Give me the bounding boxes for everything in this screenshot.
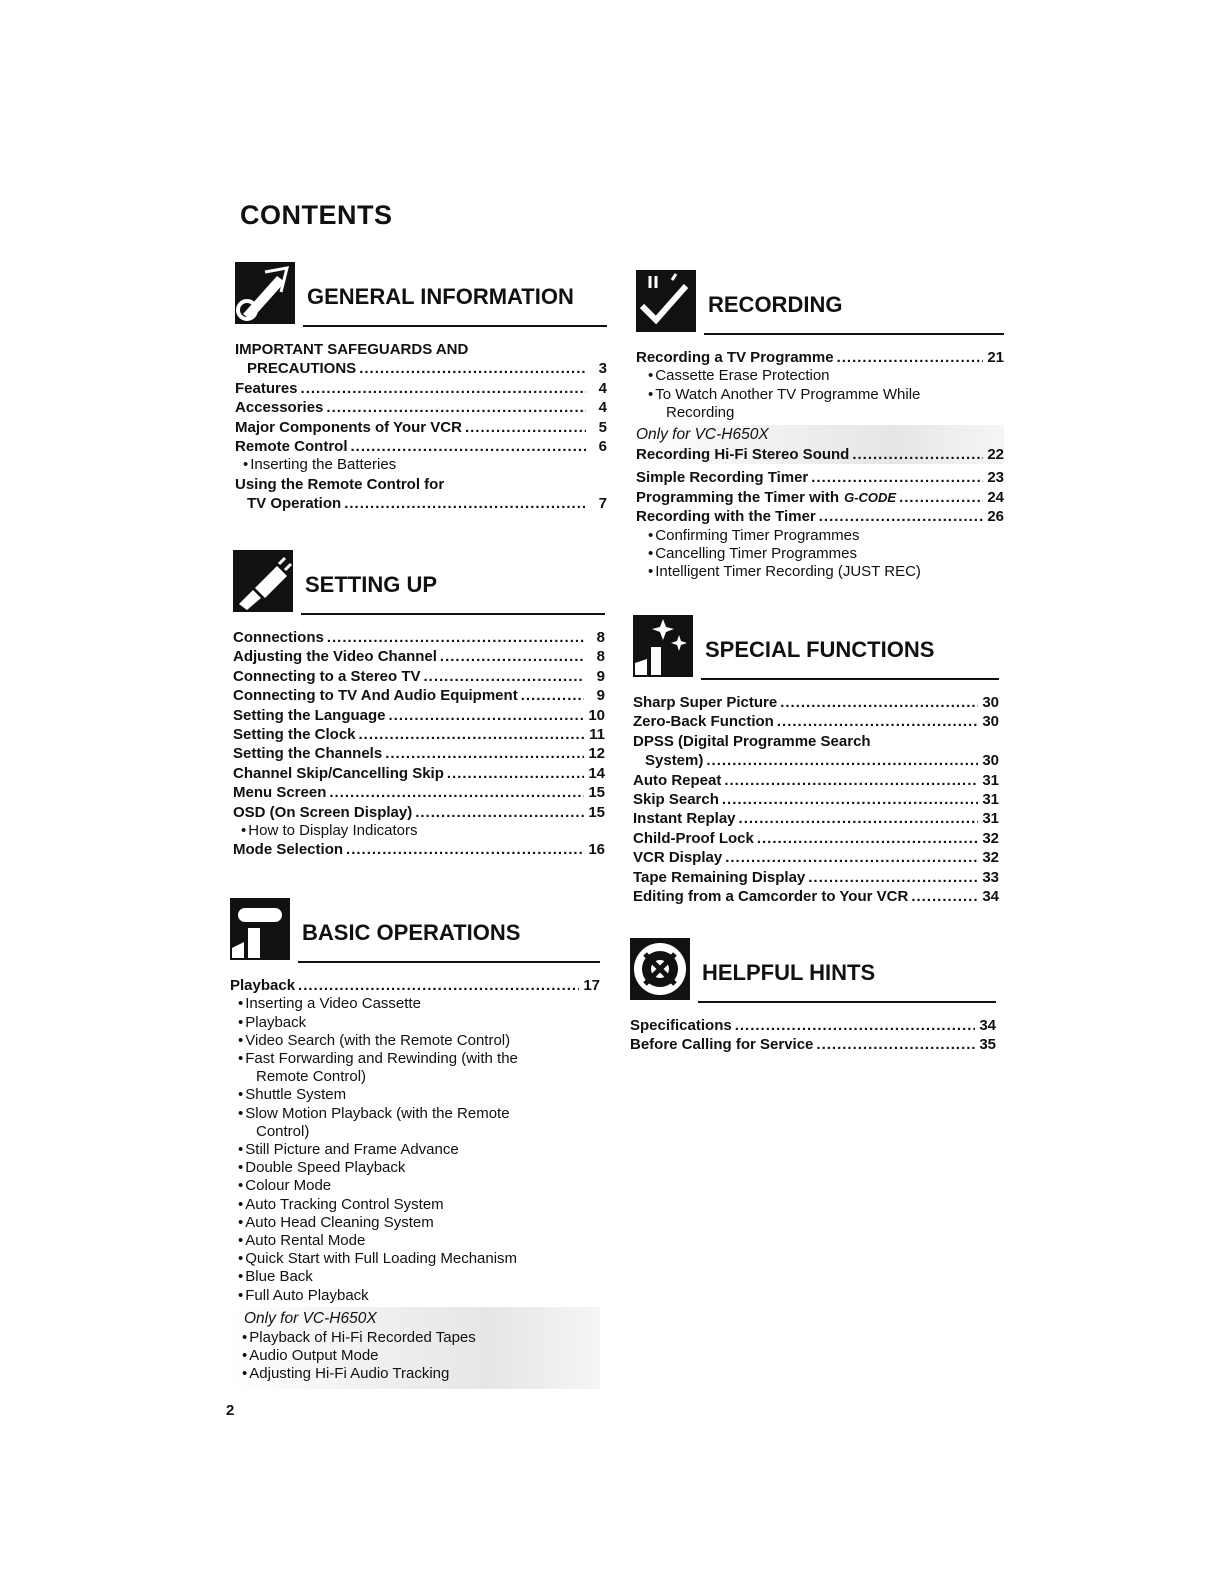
leader-dots [298, 976, 579, 995]
toc-subentry: • Auto Head Cleaning System [238, 1213, 434, 1231]
toc-entry[interactable] [636, 445, 1004, 464]
toc-entry[interactable] [636, 468, 1004, 487]
toc-subentry: • Intelligent Timer Recording (JUST REC) [648, 563, 921, 581]
toc-page-number: 31 [982, 771, 999, 789]
toc-entry-title: Tape Remaining Display [633, 868, 806, 886]
toc-entry-title: PRECAUTIONS [247, 360, 357, 378]
toc-entry-title: Specifications [630, 1017, 732, 1034]
leader-dots [725, 848, 978, 867]
toc-entry[interactable] [633, 771, 999, 790]
toc-subentry: • Playback of Hi-Fi Recorded Tapes [242, 1328, 476, 1346]
toc-subentry: • Still Picture and Frame Advance [238, 1141, 459, 1159]
toc-page-number: 26 [987, 508, 1004, 526]
leader-dots [415, 803, 584, 822]
toc-list [230, 976, 600, 1389]
toc-subentry: • Auto Rental Mode [238, 1232, 366, 1250]
leader-dots [777, 712, 978, 731]
leader-dots [346, 840, 584, 859]
toc-entry-title: Recording a TV Programme [636, 349, 834, 366]
model-note: Only for VC-H650X [636, 426, 769, 444]
toc-page-number: 8 [596, 648, 605, 666]
section-basic-operations [230, 898, 600, 1389]
leader-dots [344, 494, 586, 513]
toc-page-number: 30 [982, 694, 999, 711]
toc-entry[interactable] [235, 398, 607, 417]
toc-page-number: 12 [588, 745, 605, 763]
leader-dots [301, 379, 586, 398]
toc-page-number: 31 [982, 810, 999, 828]
toc-entry-line1: IMPORTANT SAFEGUARDS AND [235, 341, 469, 358]
tool-icon [235, 262, 295, 324]
toc-entry-title: Recording Hi-Fi Stereo Sound [636, 446, 850, 464]
toc-entry[interactable] [633, 790, 999, 809]
toc-page-number: 9 [596, 687, 605, 705]
toc-page-number: 23 [987, 469, 1004, 487]
toc-entry-title: Programming the Timer with [636, 488, 840, 506]
toc-entry[interactable] [233, 647, 605, 666]
toc-subentry: • Double Speed Playback [238, 1159, 406, 1177]
leader-dots [389, 706, 584, 725]
leader-dots [837, 348, 983, 367]
leader-dots [706, 751, 978, 770]
toc-entry-title: Instant Replay [633, 810, 736, 828]
toc-entry-title: Simple Recording Timer [636, 469, 809, 487]
toc-entry-title: Remote Control [235, 438, 348, 456]
leader-dots [351, 437, 587, 456]
toc-entry-title: Skip Search [633, 791, 719, 809]
section-special-functions [633, 615, 999, 906]
leader-dots [911, 887, 978, 906]
toc-subentry-continued: Recording [666, 403, 735, 421]
toc-entry[interactable] [633, 809, 999, 828]
toc-list [235, 340, 607, 513]
toc-entry[interactable] [630, 1016, 996, 1035]
toc-entry-title: Playback [230, 977, 296, 994]
toc-entry[interactable] [233, 840, 605, 859]
toc-entry-title: Child-Proof Lock [633, 829, 754, 847]
toc-entry-title: Editing from a Camcorder to Your VCR [633, 888, 909, 906]
toc-entry-title: Channel Skip/Cancelling Skip [233, 764, 444, 782]
toc-subentry: • Inserting the Batteries [243, 456, 397, 474]
toc-entry[interactable] [633, 712, 999, 731]
lifebuoy-icon [630, 938, 690, 1000]
toc-entry[interactable] [235, 418, 607, 437]
toc-entry-title: Major Components of Your VCR [235, 418, 462, 436]
leader-dots [811, 468, 983, 487]
toc-subentry: • Inserting a Video Cassette [238, 995, 421, 1013]
leader-dots [816, 1035, 975, 1054]
toc-entry-title: Adjusting the Video Channel [233, 648, 437, 666]
section-rule [303, 325, 607, 327]
toc-entry-line1: DPSS (Digital Programme Search [633, 732, 871, 750]
toc-page-number: 16 [588, 841, 605, 859]
toc-page-number: 8 [596, 629, 605, 646]
toc-page-number: 17 [583, 977, 600, 994]
toc-entry-title: Connecting to a Stereo TV [233, 667, 421, 685]
leader-dots [329, 783, 584, 802]
toc-entry[interactable] [630, 1035, 996, 1054]
section-rule [298, 961, 600, 963]
toc-list [633, 693, 999, 906]
toc-page-number: 35 [979, 1036, 996, 1054]
section-title: RECORDING [708, 292, 843, 317]
toc-entry-title: Menu Screen [233, 784, 327, 802]
section-general-information [235, 262, 607, 513]
toc-subentry: • Quick Start with Full Loading Mechanism [238, 1250, 518, 1268]
toc-entry[interactable] [233, 764, 605, 783]
toc-subentry: • Slow Motion Playback (with the Remote [238, 1104, 510, 1122]
leader-dots [808, 868, 978, 887]
section-title: GENERAL INFORMATION [307, 284, 574, 309]
toc-page-number: 30 [982, 713, 999, 731]
toc-entry[interactable] [233, 686, 605, 705]
leader-dots [724, 771, 978, 790]
toc-entry[interactable] [633, 751, 999, 770]
toc-subentry: • Playback [238, 1013, 307, 1031]
toc-entry[interactable] [636, 507, 1004, 526]
record-icon [636, 270, 696, 332]
toc-subentry: • Fast Forwarding and Rewinding (with the [238, 1050, 518, 1068]
toc-entry-title: TV Operation [247, 495, 342, 513]
toc-page-number: 4 [598, 379, 607, 397]
section-rule [701, 678, 999, 680]
toc-page-number: 34 [979, 1017, 996, 1034]
hifi-shaded-box [636, 425, 1004, 464]
section-recording [636, 270, 1004, 581]
sparkle-hand-icon [633, 615, 693, 677]
toc-subentry: • Full Auto Playback [238, 1286, 369, 1304]
section-header [230, 898, 600, 964]
section-title: SPECIAL FUNCTIONS [705, 637, 935, 662]
toc-subentry: • Auto Tracking Control System [238, 1195, 444, 1213]
toc-page-number: 30 [982, 752, 999, 770]
toc-page-number: 32 [982, 849, 999, 867]
toc-page-number: 15 [588, 784, 605, 802]
leader-dots [819, 507, 983, 526]
section-rule [704, 333, 1004, 335]
section-header [235, 262, 607, 328]
toc-page-number: 7 [598, 495, 607, 513]
toc-entry[interactable] [233, 628, 605, 647]
toc-page-number: 6 [598, 438, 607, 456]
leader-dots [359, 725, 584, 744]
section-title: HELPFUL HINTS [702, 960, 876, 985]
toc-entry-title: Accessories [235, 399, 324, 417]
section-header [633, 615, 999, 681]
leader-dots [852, 445, 983, 464]
section-title: SETTING UP [305, 572, 438, 597]
toc-subentry: • Colour Mode [238, 1177, 332, 1195]
toc-entry-title: OSD (On Screen Display) [233, 803, 413, 821]
toc-page-number: 33 [982, 868, 999, 886]
toc-entry[interactable] [633, 693, 999, 712]
toc-page-number: 14 [588, 764, 605, 782]
toc-entry-title: Connecting to TV And Audio Equipment [233, 687, 518, 705]
hand-icon [230, 898, 290, 960]
toc-entry-title: Features [235, 379, 298, 397]
toc-entry[interactable] [633, 887, 999, 906]
leader-dots [326, 398, 586, 417]
leader-dots [327, 628, 584, 647]
leader-dots [440, 647, 584, 666]
toc-entry[interactable] [233, 667, 605, 686]
section-setting-up [233, 550, 605, 860]
toc-subentry: • Confirming Timer Programmes [648, 526, 860, 544]
toc-page-number: 24 [987, 488, 1004, 506]
toc-entry-title: Mode Selection [233, 841, 344, 859]
leader-dots [739, 809, 978, 828]
toc-entry[interactable] [233, 706, 605, 725]
leader-dots [447, 764, 584, 783]
section-header [233, 550, 605, 616]
toc-subentry: • Cassette Erase Protection [648, 367, 830, 385]
section-rule [301, 613, 605, 615]
toc-subentry: • Blue Back [238, 1268, 313, 1286]
toc-page-number: 5 [598, 418, 607, 436]
toc-subentry: • How to Display Indicators [241, 822, 418, 840]
page-title: CONTENTS [240, 200, 393, 230]
toc-page-number: 32 [982, 829, 999, 847]
toc-entry[interactable] [230, 976, 600, 995]
toc-entry-title: Connections [233, 629, 324, 646]
toc-page-number: 21 [987, 349, 1004, 366]
toc-entry[interactable] [235, 437, 607, 456]
leader-dots [521, 686, 584, 705]
toc-entry-line1: Using the Remote Control for [235, 475, 445, 493]
toc-page-number: 9 [596, 667, 605, 685]
toc-list [233, 628, 605, 860]
toc-subentry: • Audio Output Mode [242, 1347, 379, 1365]
leader-dots [780, 693, 978, 712]
toc-subentry: • Adjusting Hi-Fi Audio Tracking [242, 1365, 450, 1383]
leader-dots [899, 488, 983, 507]
toc-list [636, 348, 1004, 581]
toc-entry-title: Zero-Back Function [633, 713, 774, 731]
toc-entry-title: Before Calling for Service [630, 1036, 814, 1054]
toc-entry[interactable] [235, 359, 607, 378]
toc-entry[interactable] [633, 829, 999, 848]
connector-icon [233, 550, 293, 612]
toc-entry-title: Setting the Clock [233, 726, 356, 744]
toc-subentry: • Shuttle System [238, 1086, 347, 1104]
leader-dots [359, 359, 586, 378]
toc-entry[interactable] [235, 379, 607, 398]
leader-dots [735, 1016, 975, 1035]
toc-page-number: 4 [598, 399, 607, 417]
hifi-shaded-box [230, 1307, 600, 1390]
section-helpful-hints [630, 938, 996, 1055]
toc-entry[interactable] [233, 725, 605, 744]
toc-entry-title: Setting the Channels [233, 745, 383, 763]
toc-subentry-continued: Remote Control) [256, 1068, 367, 1086]
toc-page-number: 11 [589, 726, 605, 744]
toc-entry[interactable] [633, 848, 999, 867]
toc-subentry-continued: Control) [256, 1122, 310, 1140]
leader-dots [757, 829, 978, 848]
toc-page-number: 22 [987, 446, 1004, 464]
section-header [630, 938, 996, 1004]
section-rule [698, 1001, 996, 1003]
toc-subentry: • To Watch Another TV Programme While [648, 385, 921, 403]
toc-page-number: 10 [588, 706, 605, 724]
page-number: 2 [226, 1402, 235, 1419]
toc-page-number: 31 [982, 791, 999, 809]
toc-entry-title: Setting the Language [233, 706, 386, 724]
toc-entry[interactable] [233, 783, 605, 802]
toc-page-number: 34 [982, 888, 999, 906]
toc-entry[interactable] [235, 494, 607, 513]
toc-entry-title: Recording with the Timer [636, 508, 816, 526]
gcode-logo: G-CODE [844, 489, 897, 505]
section-title: BASIC OPERATIONS [302, 920, 521, 945]
toc-entry[interactable] [633, 868, 999, 887]
section-header [636, 270, 1004, 336]
toc-entry-title: System) [645, 752, 704, 770]
leader-dots [465, 418, 586, 437]
leader-dots [722, 790, 978, 809]
toc-entry-title: Sharp Super Picture [633, 694, 778, 711]
leader-dots [385, 744, 584, 763]
model-note: Only for VC-H650X [244, 1309, 377, 1327]
toc-entry-title: Auto Repeat [633, 771, 722, 789]
toc-entry[interactable] [636, 348, 1004, 367]
toc-entry-title: VCR Display [633, 849, 723, 867]
toc-entry[interactable] [636, 488, 1004, 507]
toc-list [630, 1016, 996, 1055]
leader-dots [424, 667, 584, 686]
toc-entry[interactable] [233, 744, 605, 763]
toc-page-number: 3 [598, 360, 607, 378]
toc-subentry: • Cancelling Timer Programmes [648, 544, 857, 562]
toc-page-number: 15 [588, 803, 605, 821]
toc-entry[interactable] [233, 803, 605, 822]
toc-subentry: • Video Search (with the Remote Control) [238, 1031, 511, 1049]
